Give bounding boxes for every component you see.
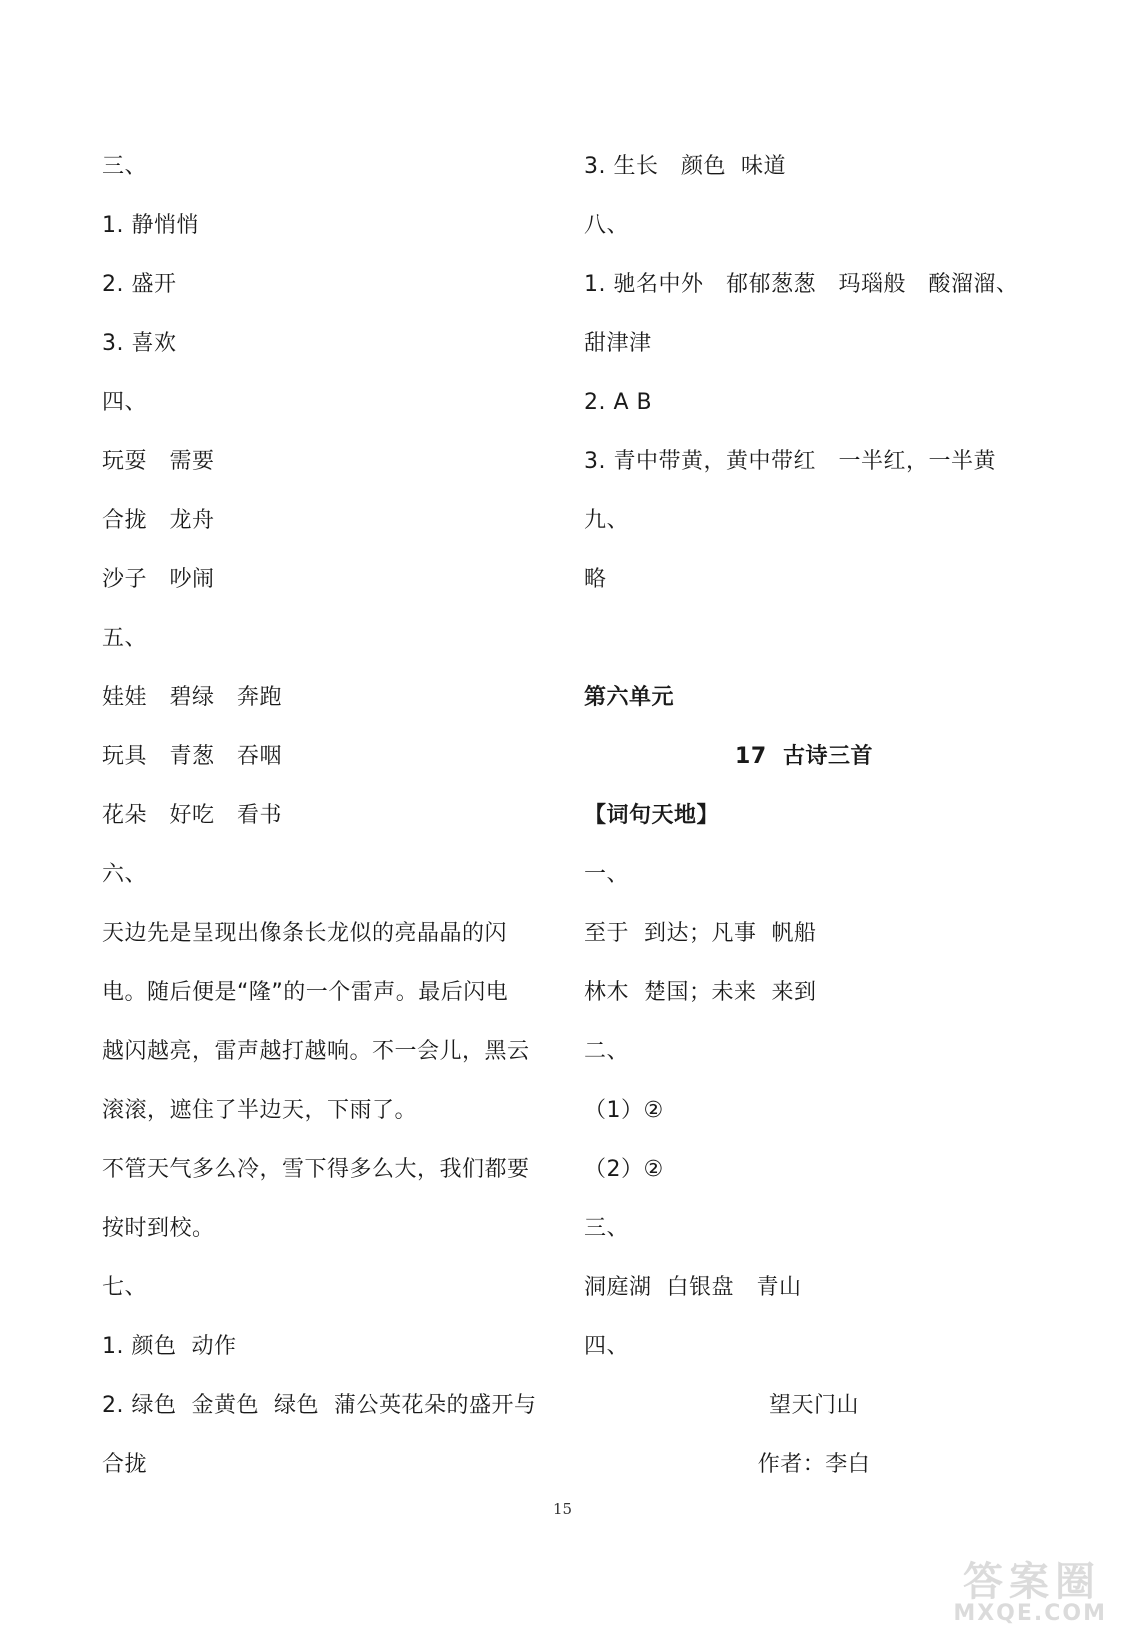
watermark-bottom-text: MXQE.COM [953, 1601, 1107, 1626]
answer-line: 望天门山 [768, 1393, 859, 1418]
answer-line: （2）② [584, 1157, 664, 1182]
answer-line: 三、 [102, 154, 148, 179]
answer-line: 花朵 好吃 看书 [102, 803, 282, 828]
answer-line: 四、 [584, 1334, 630, 1359]
right-column [584, 137, 1024, 1494]
answer-line: 17 古诗三首 [735, 744, 873, 769]
page-number: 15 [552, 1500, 573, 1518]
answer-line: 三、 [584, 1216, 630, 1241]
answer-line: 按时到校。 [102, 1216, 215, 1241]
answer-line: 电。随后便是“隆”的一个雷声。最后闪电 [102, 980, 509, 1005]
answer-line: 五、 [102, 626, 148, 651]
answer-line [584, 609, 1024, 668]
answer-line: 3. 青中带黄，黄中带红 一半红，一半黄 [584, 449, 996, 474]
answer-line: 至于 到达；凡事 帆船 [584, 921, 817, 946]
answer-line: 【词句天地】 [584, 803, 720, 828]
answer-line: 七、 [102, 1275, 148, 1300]
answer-line: 一、 [584, 862, 630, 887]
answer-line: 天边先是呈现出像条长龙似的亮晶晶的闪 [102, 921, 508, 946]
answer-line: 玩耍 需要 [102, 449, 215, 474]
answer-line: 九、 [584, 508, 630, 533]
answer-line: 合拢 龙舟 [102, 508, 215, 533]
answer-line: 第六单元 [584, 685, 675, 710]
answer-line: 娃娃 碧绿 奔跑 [102, 685, 282, 710]
answer-line: 二、 [584, 1039, 630, 1064]
answer-line: 1. 颜色 动作 [102, 1334, 237, 1359]
answer-line: 四、 [102, 390, 148, 415]
answer-line: 3. 喜欢 [102, 331, 177, 356]
answer-line: 2. A B [584, 390, 653, 415]
left-column [102, 137, 542, 1494]
answer-line: 2. 绿色 金黄色 绿色 蒲公英花朵的盛开与 [102, 1393, 537, 1418]
answer-line: 越闪越亮，雷声越打越响。不一会儿，黑云 [102, 1039, 530, 1064]
answer-line: 略 [584, 567, 607, 592]
answer-line: 3. 生长 颜色 味道 [584, 154, 786, 179]
answer-line: 1. 静悄悄 [102, 213, 199, 238]
answer-line: 林木 楚国；未来 来到 [584, 980, 817, 1005]
answer-line: 滚滚，遮住了半边天，下雨了。 [102, 1098, 418, 1123]
answer-line: 合拢 [102, 1452, 148, 1477]
answer-line: 玩具 青葱 吞咽 [102, 744, 282, 769]
answer-line: 作者：李白 [757, 1452, 871, 1477]
answer-line: 八、 [584, 213, 630, 238]
answer-line: 2. 盛开 [102, 272, 177, 297]
answer-line: （1）② [584, 1098, 664, 1123]
answer-line: 洞庭湖 白银盘 青山 [584, 1275, 802, 1300]
answer-line: 1. 驰名中外 郁郁葱葱 玛瑙般 酸溜溜、 [584, 272, 1019, 297]
answer-line: 不管天气多么冷，雪下得多么大，我们都要 [102, 1157, 530, 1182]
answer-line: 六、 [102, 862, 148, 887]
answer-line: 沙子 吵闹 [102, 567, 215, 592]
watermark-top-text: 答案圈 [963, 1559, 1101, 1605]
watermark-logo [911, 1550, 1111, 1626]
answer-line: 甜津津 [584, 331, 652, 356]
